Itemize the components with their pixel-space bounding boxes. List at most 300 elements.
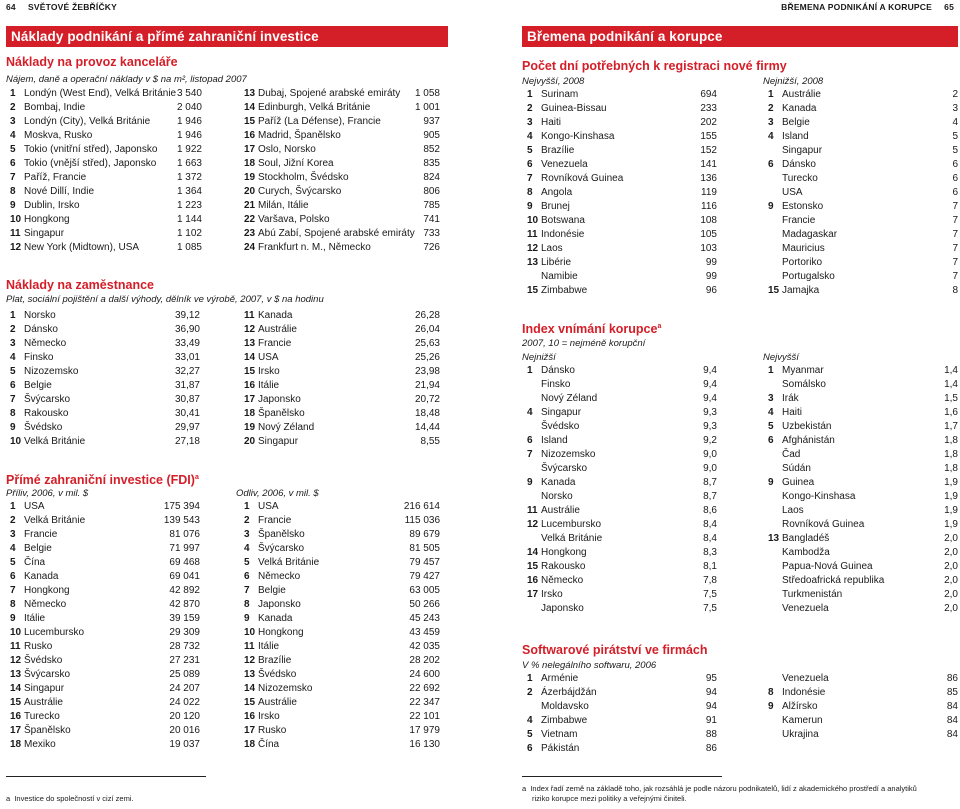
ranking-rank: 6 [10,380,16,391]
ranking-row [10,185,202,199]
ranking-value: 95 [705,673,717,684]
ranking-row [10,570,200,584]
ranking-row [768,270,958,284]
ranking-row [244,351,440,365]
ranking-value: 43 459 [409,627,440,638]
ranking-value: 9,0 [703,463,717,474]
ranking-name: Afghánistán [782,435,835,446]
ranking-value: 81 505 [409,543,440,554]
ranking-row [527,602,717,616]
ranking-name: Irsko [258,366,280,377]
ranking-row [527,672,717,686]
ranking-value: 8 [952,285,958,296]
ranking-name: Laos [782,505,804,516]
ranking-rank: 12 [10,242,22,253]
ranking-row [244,528,440,542]
ranking-rank: 2 [527,687,533,698]
ranking-row [244,682,440,696]
ranking-value: 1,7 [944,421,958,432]
ranking-row [527,186,717,200]
ranking-name: Rakousko [541,561,586,572]
ranking-name: Bangladéš [782,533,830,544]
ranking-row [527,270,717,284]
ranking-name: Kongo-Kinshasa [782,491,856,502]
ranking-value: 726 [423,242,440,253]
ranking-name: Německo [258,571,301,582]
ranking-value: 69 041 [169,571,200,582]
right-banner: Břemena podnikání a korupce [522,26,958,47]
ranking-value: 9,2 [703,435,717,446]
ranking-value: 2,0 [944,547,958,558]
ranking-row [10,710,200,724]
ranking-name: Středoafrická republika [782,575,885,586]
office-costs-list-1 [10,87,202,255]
ranking-value: 69 468 [169,557,200,568]
ranking-name: Japonsko [258,599,301,610]
ranking-rank: 6 [527,743,533,754]
ranking-row [768,378,958,392]
ranking-row [244,696,440,710]
ranking-name: Hongkong [541,547,587,558]
corruption-highest-subtitle: Nejvyšší [763,352,799,363]
ranking-rank: 24 [244,242,256,253]
ranking-row [10,129,202,143]
ranking-value: 7 [952,243,958,254]
ranking-value: 23,98 [414,366,440,377]
ranking-name: Dánsko [541,365,575,376]
ranking-rank: 16 [244,711,256,722]
ranking-name: Haiti [541,117,562,128]
ranking-value: 2,0 [944,533,958,544]
ranking-name: Švýcarsko [24,394,71,405]
ranking-row [768,434,958,448]
ranking-name: Norsko [24,310,56,321]
ranking-value: 25 089 [169,669,200,680]
piracy-list-1 [527,672,717,756]
ranking-rank: 5 [10,557,16,568]
ranking-rank: 10 [10,627,22,638]
ranking-value: 89 679 [409,529,440,540]
ranking-row [527,434,717,448]
ranking-value: 1 946 [176,130,202,141]
ranking-row [244,612,440,626]
ranking-name: Súdán [782,463,811,474]
ranking-name: Japonsko [258,394,301,405]
ranking-rank: 8 [244,599,250,610]
ranking-name: Finsko [541,379,571,390]
ranking-row [527,116,717,130]
ranking-row [527,392,717,406]
ranking-name: Rusko [24,641,53,652]
ranking-row [527,504,717,518]
ranking-name: Nizozemsko [541,449,596,460]
ranking-name: Španělsko [258,408,305,419]
ranking-name: Laos [541,243,563,254]
ranking-value: 8,55 [420,436,440,447]
ranking-row [527,728,717,742]
ranking-rank: 13 [10,669,22,680]
ranking-rank: 4 [527,131,533,142]
ranking-name: Zimbabwe [541,285,588,296]
ranking-rank: 15 [527,285,539,296]
ranking-name: Venezuela [782,603,829,614]
ranking-row [10,528,200,542]
ranking-row [527,714,717,728]
fdi-inflow-subtitle: Příliv, 2006, v mil. $ [6,488,89,499]
ranking-value: 39 159 [169,613,200,624]
ranking-name: Madrid, Španělsko [258,130,341,141]
ranking-value: 937 [423,116,440,127]
piracy-subtitle: V % nelegálního softwaru, 2006 [522,660,657,671]
ranking-value: 155 [700,131,717,142]
ranking-name: Jamajka [782,285,820,296]
ranking-value: 1 223 [176,200,202,211]
ranking-value: 85 [946,687,958,698]
ranking-value: 175 394 [163,501,200,512]
piracy-title: Softwarové pirátství ve firmách [522,643,708,657]
ranking-value: 1 364 [176,186,202,197]
ranking-rank: 3 [768,393,774,404]
ranking-rank: 9 [10,200,16,211]
ranking-value: 30,41 [174,408,200,419]
ranking-name: Singapur [24,683,65,694]
ranking-rank: 4 [527,715,533,726]
ranking-rank: 1 [10,88,16,99]
ranking-rank: 8 [768,687,774,698]
ranking-name: Kanada [782,103,817,114]
ranking-rank: 5 [10,144,16,155]
ranking-row [10,612,200,626]
ranking-value: 22 692 [409,683,440,694]
ranking-rank: 17 [10,725,22,736]
ranking-name: Dánsko [782,159,816,170]
ranking-value: 1,8 [944,449,958,460]
ranking-row [768,518,958,532]
ranking-rank: 22 [244,214,256,225]
ranking-name: Tokio (vnější střed), Japonsko [24,158,157,169]
ranking-value: 94 [705,701,717,712]
ranking-row [768,672,958,686]
ranking-row [10,227,202,241]
ranking-rank: 16 [244,130,256,141]
ranking-row [244,668,440,682]
ranking-rank: 17 [244,725,256,736]
ranking-row [768,714,958,728]
registration-highest-subtitle: Nejvyšší, 2008 [522,76,585,87]
ranking-name: Itálie [258,641,280,652]
ranking-name: Venezuela [541,159,588,170]
ranking-name: Nizozemsko [258,683,313,694]
ranking-row [768,284,958,298]
ranking-rank: 10 [244,627,256,638]
ranking-value: 9,4 [703,365,717,376]
ranking-row [10,323,200,337]
ranking-row [768,214,958,228]
ranking-name: Austrálie [782,89,821,100]
ranking-name: Surinam [541,89,579,100]
ranking-row [10,337,200,351]
ranking-row [768,588,958,602]
ranking-value: 2,0 [944,561,958,572]
ranking-row [527,256,717,270]
ranking-name: Nové Dillí, Indie [24,186,95,197]
ranking-row [768,546,958,560]
ranking-value: 1,9 [944,477,958,488]
ranking-value: 24 207 [169,683,200,694]
ranking-value: 9,0 [703,449,717,460]
ranking-name: Singapur [258,436,299,447]
ranking-row [244,421,440,435]
ranking-rank: 3 [527,117,533,128]
ranking-rank: 4 [527,407,533,418]
fdi-outflow-list [244,500,440,752]
ranking-row [527,448,717,462]
ranking-value: 1,4 [944,365,958,376]
ranking-value: 1 946 [176,116,202,127]
ranking-value: 14,44 [414,422,440,433]
ranking-value: 24 600 [409,669,440,680]
ranking-row [244,500,440,514]
ranking-name: Švýcarsko [258,543,305,554]
piracy-list-2 [768,672,958,742]
ranking-name: Portugalsko [782,271,835,282]
ranking-value: 29 309 [169,627,200,638]
ranking-name: Milán, Itálie [258,200,309,211]
ranking-row [768,560,958,574]
ranking-row [768,574,958,588]
ranking-rank: 17 [244,144,256,155]
ranking-rank: 1 [527,673,533,684]
ranking-name: Tokio (vnitřní střed), Japonsko [24,144,158,155]
ranking-rank: 3 [10,338,16,349]
ranking-row [10,640,200,654]
ranking-value: 233 [700,103,717,114]
ranking-row [527,490,717,504]
ranking-row [244,185,440,199]
ranking-rank: 1 [244,501,250,512]
ranking-name: Austrálie [541,505,580,516]
ranking-row [244,738,440,752]
ranking-row [10,143,202,157]
ranking-row [10,500,200,514]
ranking-name: Stockholm, Švédsko [258,172,349,183]
ranking-value: 7 [952,257,958,268]
ranking-name: Kambodža [782,547,830,558]
ranking-row [244,724,440,738]
ranking-value: 86 [946,673,958,684]
ranking-name: USA [258,352,279,363]
ranking-rank: 3 [10,116,16,127]
ranking-value: 25,63 [414,338,440,349]
ranking-row [527,144,717,158]
ranking-value: 733 [423,228,440,239]
ranking-name: Mexiko [24,739,56,750]
ranking-name: Belgie [24,380,52,391]
ranking-value: 6 [952,159,958,170]
ranking-row [244,407,440,421]
footnote-left: a Investice do společností v cizí zemi. [6,794,134,803]
ranking-rank: 7 [10,585,16,596]
ranking-row [527,700,717,714]
ranking-rank: 8 [10,408,16,419]
ranking-name: Rakousko [24,408,69,419]
page-number-left: 64 [6,2,16,12]
ranking-value: 7 [952,201,958,212]
ranking-name: Itálie [258,380,280,391]
ranking-rank: 14 [244,352,256,363]
ranking-row [10,514,200,528]
ranking-rank: 6 [244,571,250,582]
ranking-rank: 2 [768,103,774,114]
ranking-row [10,542,200,556]
ranking-name: Rusko [258,725,287,736]
ranking-value: 2,0 [944,589,958,600]
ranking-name: Německo [24,338,67,349]
ranking-rank: 10 [10,436,22,447]
ranking-row [244,213,440,227]
ranking-row [10,556,200,570]
ranking-row [244,379,440,393]
ranking-value: 84 [946,715,958,726]
ranking-row [10,738,200,752]
ranking-row [768,504,958,518]
ranking-rank: 21 [244,200,256,211]
ranking-row [244,101,440,115]
ranking-row [10,584,200,598]
ranking-name: Švédsko [24,422,63,433]
ranking-value: 42 892 [169,585,200,596]
ranking-name: Austrálie [258,697,297,708]
ranking-row [244,584,440,598]
ranking-value: 785 [423,200,440,211]
ranking-name: New York (Midtown), USA [24,242,140,253]
ranking-value: 8,7 [703,477,717,488]
ranking-value: 1,8 [944,435,958,446]
ranking-name: Brazílie [258,655,292,666]
ranking-value: 91 [705,715,717,726]
ranking-name: Švédsko [258,669,297,680]
ranking-name: Angola [541,187,573,198]
corruption-most-list [768,364,958,616]
ranking-rank: 11 [244,641,255,652]
ranking-rank: 15 [244,697,256,708]
ranking-name: Uzbekistán [782,421,832,432]
ranking-row [244,393,440,407]
ranking-row [768,602,958,616]
ranking-row [244,129,440,143]
ranking-rank: 3 [768,117,774,128]
ranking-rank: 15 [527,561,539,572]
ranking-value: 1 085 [176,242,202,253]
corruption-least-list [527,364,717,616]
ranking-name: Kanada [258,310,293,321]
ranking-rank: 6 [527,435,533,446]
ranking-rank: 15 [10,697,22,708]
registration-highest-list [527,88,717,298]
ranking-name: Čína [24,557,46,568]
ranking-rank: 2 [527,103,533,114]
ranking-row [768,242,958,256]
ranking-value: 84 [946,729,958,740]
registration-lowest-subtitle: Nejnižší, 2008 [763,76,824,87]
ranking-value: 2 [952,89,958,100]
ranking-rank: 9 [10,613,16,624]
ranking-value: 9,3 [703,407,717,418]
ranking-rank: 9 [10,422,16,433]
ranking-value: 79 427 [409,571,440,582]
ranking-rank: 8 [10,599,16,610]
ranking-name: USA [24,501,45,512]
ranking-name: Velká Británie [24,515,86,526]
ranking-name: Frankfurt n. M., Německo [258,242,371,253]
ranking-value: 63 005 [409,585,440,596]
ranking-row [244,542,440,556]
ranking-value: 835 [423,158,440,169]
ranking-rank: 7 [527,173,533,184]
ranking-rank: 9 [768,477,774,488]
ranking-value: 806 [423,186,440,197]
ranking-name: Venezuela [782,673,829,684]
ranking-value: 7,8 [703,575,717,586]
ranking-row [244,556,440,570]
employment-costs-title: Náklady na zaměstnance [6,278,154,292]
ranking-row [10,115,202,129]
ranking-name: Francie [258,515,292,526]
ranking-name: Myanmar [782,365,824,376]
ranking-value: 741 [423,214,440,225]
ranking-value: 115 036 [404,515,440,526]
ranking-name: Nový Zéland [541,393,598,404]
ranking-name: Švédsko [541,421,580,432]
employment-costs-list-1 [10,309,200,449]
ranking-row [10,668,200,682]
ranking-value: 84 [946,701,958,712]
ranking-rank: 6 [768,159,774,170]
ranking-value: 4 [952,117,958,128]
employment-costs-list-2 [244,309,440,449]
ranking-rank: 13 [244,669,256,680]
ranking-row [10,435,200,449]
office-costs-title: Náklady na provoz kanceláře [6,55,178,69]
ranking-row [244,570,440,584]
ranking-rank: 8 [527,187,533,198]
ranking-value: 19 037 [169,739,200,750]
ranking-rank: 11 [244,310,255,321]
ranking-value: 86 [705,743,717,754]
ranking-value: 20,72 [414,394,440,405]
ranking-row [244,87,440,101]
ranking-row [768,728,958,742]
ranking-rank: 8 [10,186,16,197]
ranking-value: 852 [423,144,440,155]
ranking-row [768,686,958,700]
ranking-name: Rovníková Guinea [782,519,865,530]
ranking-rank: 11 [10,641,21,652]
ranking-row [10,157,202,171]
ranking-name: Nizozemsko [24,366,79,377]
ranking-value: 31,87 [174,380,200,391]
ranking-value: 18,48 [414,408,440,419]
ranking-rank: 3 [10,529,16,540]
ranking-name: Papua-Nová Guinea [782,561,873,572]
ranking-value: 7,5 [703,589,717,600]
ranking-rank: 14 [527,547,539,558]
ranking-row [527,686,717,700]
ranking-value: 8,3 [703,547,717,558]
ranking-name: Francie [24,529,58,540]
ranking-row [768,462,958,476]
ranking-name: Norsko [541,491,573,502]
